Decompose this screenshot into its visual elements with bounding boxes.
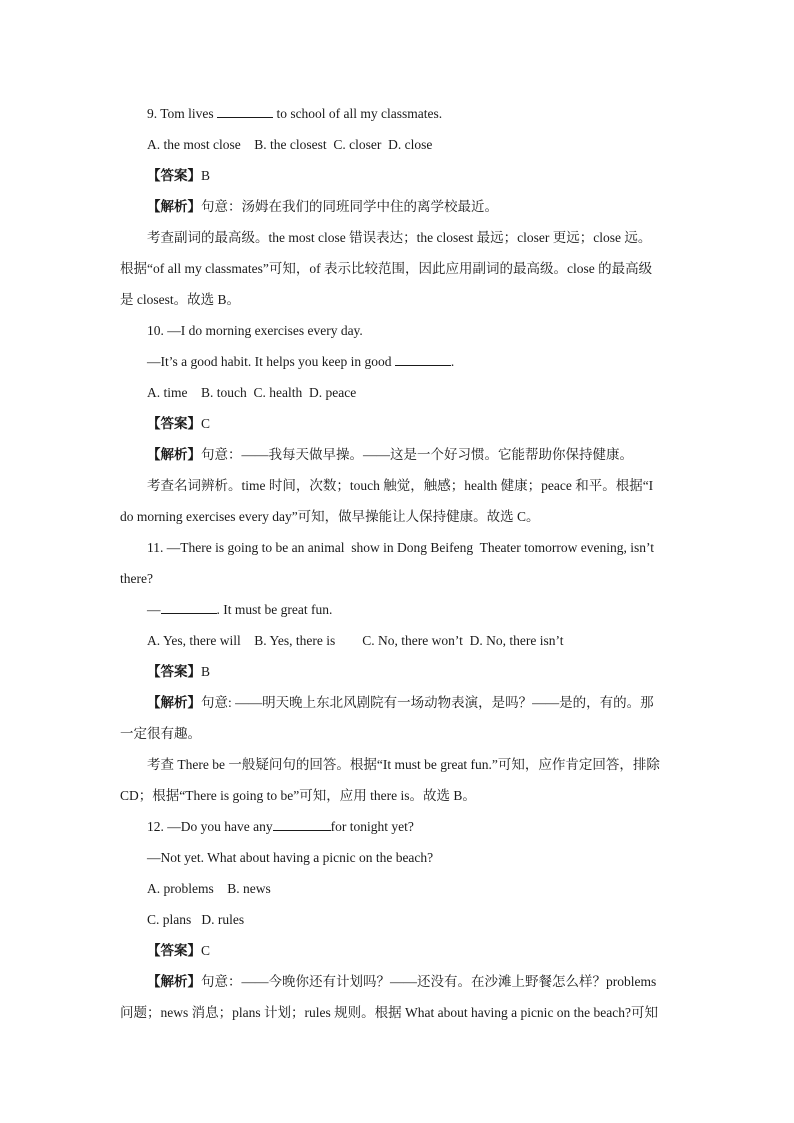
- answer-tag: 【答案】: [147, 168, 201, 183]
- question-12-answer: [120, 935, 676, 966]
- question-10-stem-text-end: .: [450, 354, 455, 369]
- question-11-stem-text: —: [147, 602, 161, 617]
- question-11-stem-line3: [120, 594, 676, 625]
- question-10-answer: [120, 408, 676, 439]
- answer-value: B: [201, 168, 211, 183]
- question-11-stem: 11. —There is going to be an animal show in Dong Beifeng Theater tomorrow evening, isn’t: [147, 540, 655, 555]
- analysis-line: 考查 There be 一般疑问句的回答。根据“It must be great fun.”可知，应作肯定回答，排除: [147, 757, 660, 772]
- answer-tag: 【答案】: [147, 416, 201, 431]
- question-11-stem-text-end: . It must be great fun.: [216, 602, 333, 617]
- analysis-text: 句意：——我每天做早操。——这是一个好习惯。它能帮助你保持健康。: [201, 447, 633, 462]
- question-11-analysis: [120, 687, 676, 718]
- analysis-line: 一定很有趣。: [120, 726, 201, 741]
- analysis-line: 问题；news 消息；plans 计划；rules 规则。根据 What about having a picnic on the beach?可知: [120, 1005, 659, 1020]
- analysis-text: 句意：汤姆在我们的同班同学中住的离学校最近。: [201, 199, 498, 214]
- question-10-analysis: [120, 439, 676, 470]
- analysis-tag: 【解析】: [147, 695, 201, 710]
- question-10-stem-line2: [120, 346, 676, 377]
- analysis-line: 考查副词的最高级。the most close 错误表达；the closest 最远；closer 更远；close 远。: [147, 230, 652, 245]
- answer-tag: 【答案】: [147, 664, 201, 679]
- question-12-stem-text-end: for tonight yet?: [330, 819, 414, 834]
- answer-value: B: [201, 664, 211, 679]
- answer-blank: [161, 599, 217, 614]
- question-11-options: A. Yes, there will B. Yes, there is C. No, there won’t D. No, there isn’t: [147, 633, 564, 648]
- question-12-options-line1: A. problems B. news: [147, 881, 271, 896]
- question-9-analysis: [120, 191, 676, 222]
- analysis-tag: 【解析】: [147, 974, 201, 989]
- analysis-line: do morning exercises every day”可知，做早操能让人保持健康。故选 C。: [120, 509, 540, 524]
- answer-value: C: [201, 943, 211, 958]
- question-11-stem-line2: there?: [120, 571, 153, 586]
- question-12-stem: [120, 811, 676, 842]
- answer-value: C: [201, 416, 211, 431]
- question-10-stem: 10. —I do morning exercises every day.: [147, 323, 363, 338]
- answer-blank: [273, 816, 331, 831]
- question-12-options-line2: C. plans D. rules: [147, 912, 245, 927]
- document-body: [120, 98, 676, 1028]
- analysis-tag: 【解析】: [147, 199, 201, 214]
- answer-blank: [217, 103, 273, 118]
- analysis-line: 根据“of all my classmates”可知，of 表示比较范围，因此应用副词的最高级。close 的最高级: [120, 261, 653, 276]
- analysis-line: CD；根据“There is going to be”可知，应用 there is。故选 B。: [120, 788, 476, 803]
- question-12-stem-text: 12. —Do you have any: [147, 819, 273, 834]
- answer-tag: 【答案】: [147, 943, 201, 958]
- question-9-stem-text-end: to school of all my classmates.: [273, 106, 443, 121]
- question-9-answer: [120, 160, 676, 191]
- analysis-text: 句意: ——明天晚上东北风剧院有一场动物表演，是吗？——是的，有的。那: [201, 695, 654, 710]
- question-9-stem: [120, 98, 676, 129]
- analysis-line: 考查名词辨析。time 时间，次数；touch 触觉，触感；health 健康；peace 和平。根据“I: [147, 478, 654, 493]
- question-12-analysis: [120, 966, 676, 997]
- question-9-stem-text: 9. Tom lives: [147, 106, 218, 121]
- analysis-text: 句意：——今晚你还有计划吗？——还没有。在沙滩上野餐怎么样？problems: [201, 974, 657, 989]
- question-9-options: A. the most close B. the closest C. closer D. close: [147, 137, 433, 152]
- question-10-options: A. time B. touch C. health D. peace: [147, 385, 357, 400]
- analysis-line: 是 closest。故选 B。: [120, 292, 240, 307]
- question-11-answer: [120, 656, 676, 687]
- question-12-stem-line2: —Not yet. What about having a picnic on the beach?: [147, 850, 434, 865]
- question-10-stem-text: —It’s a good habit. It helps you keep in good: [147, 354, 395, 369]
- analysis-tag: 【解析】: [147, 447, 201, 462]
- answer-blank: [395, 351, 451, 366]
